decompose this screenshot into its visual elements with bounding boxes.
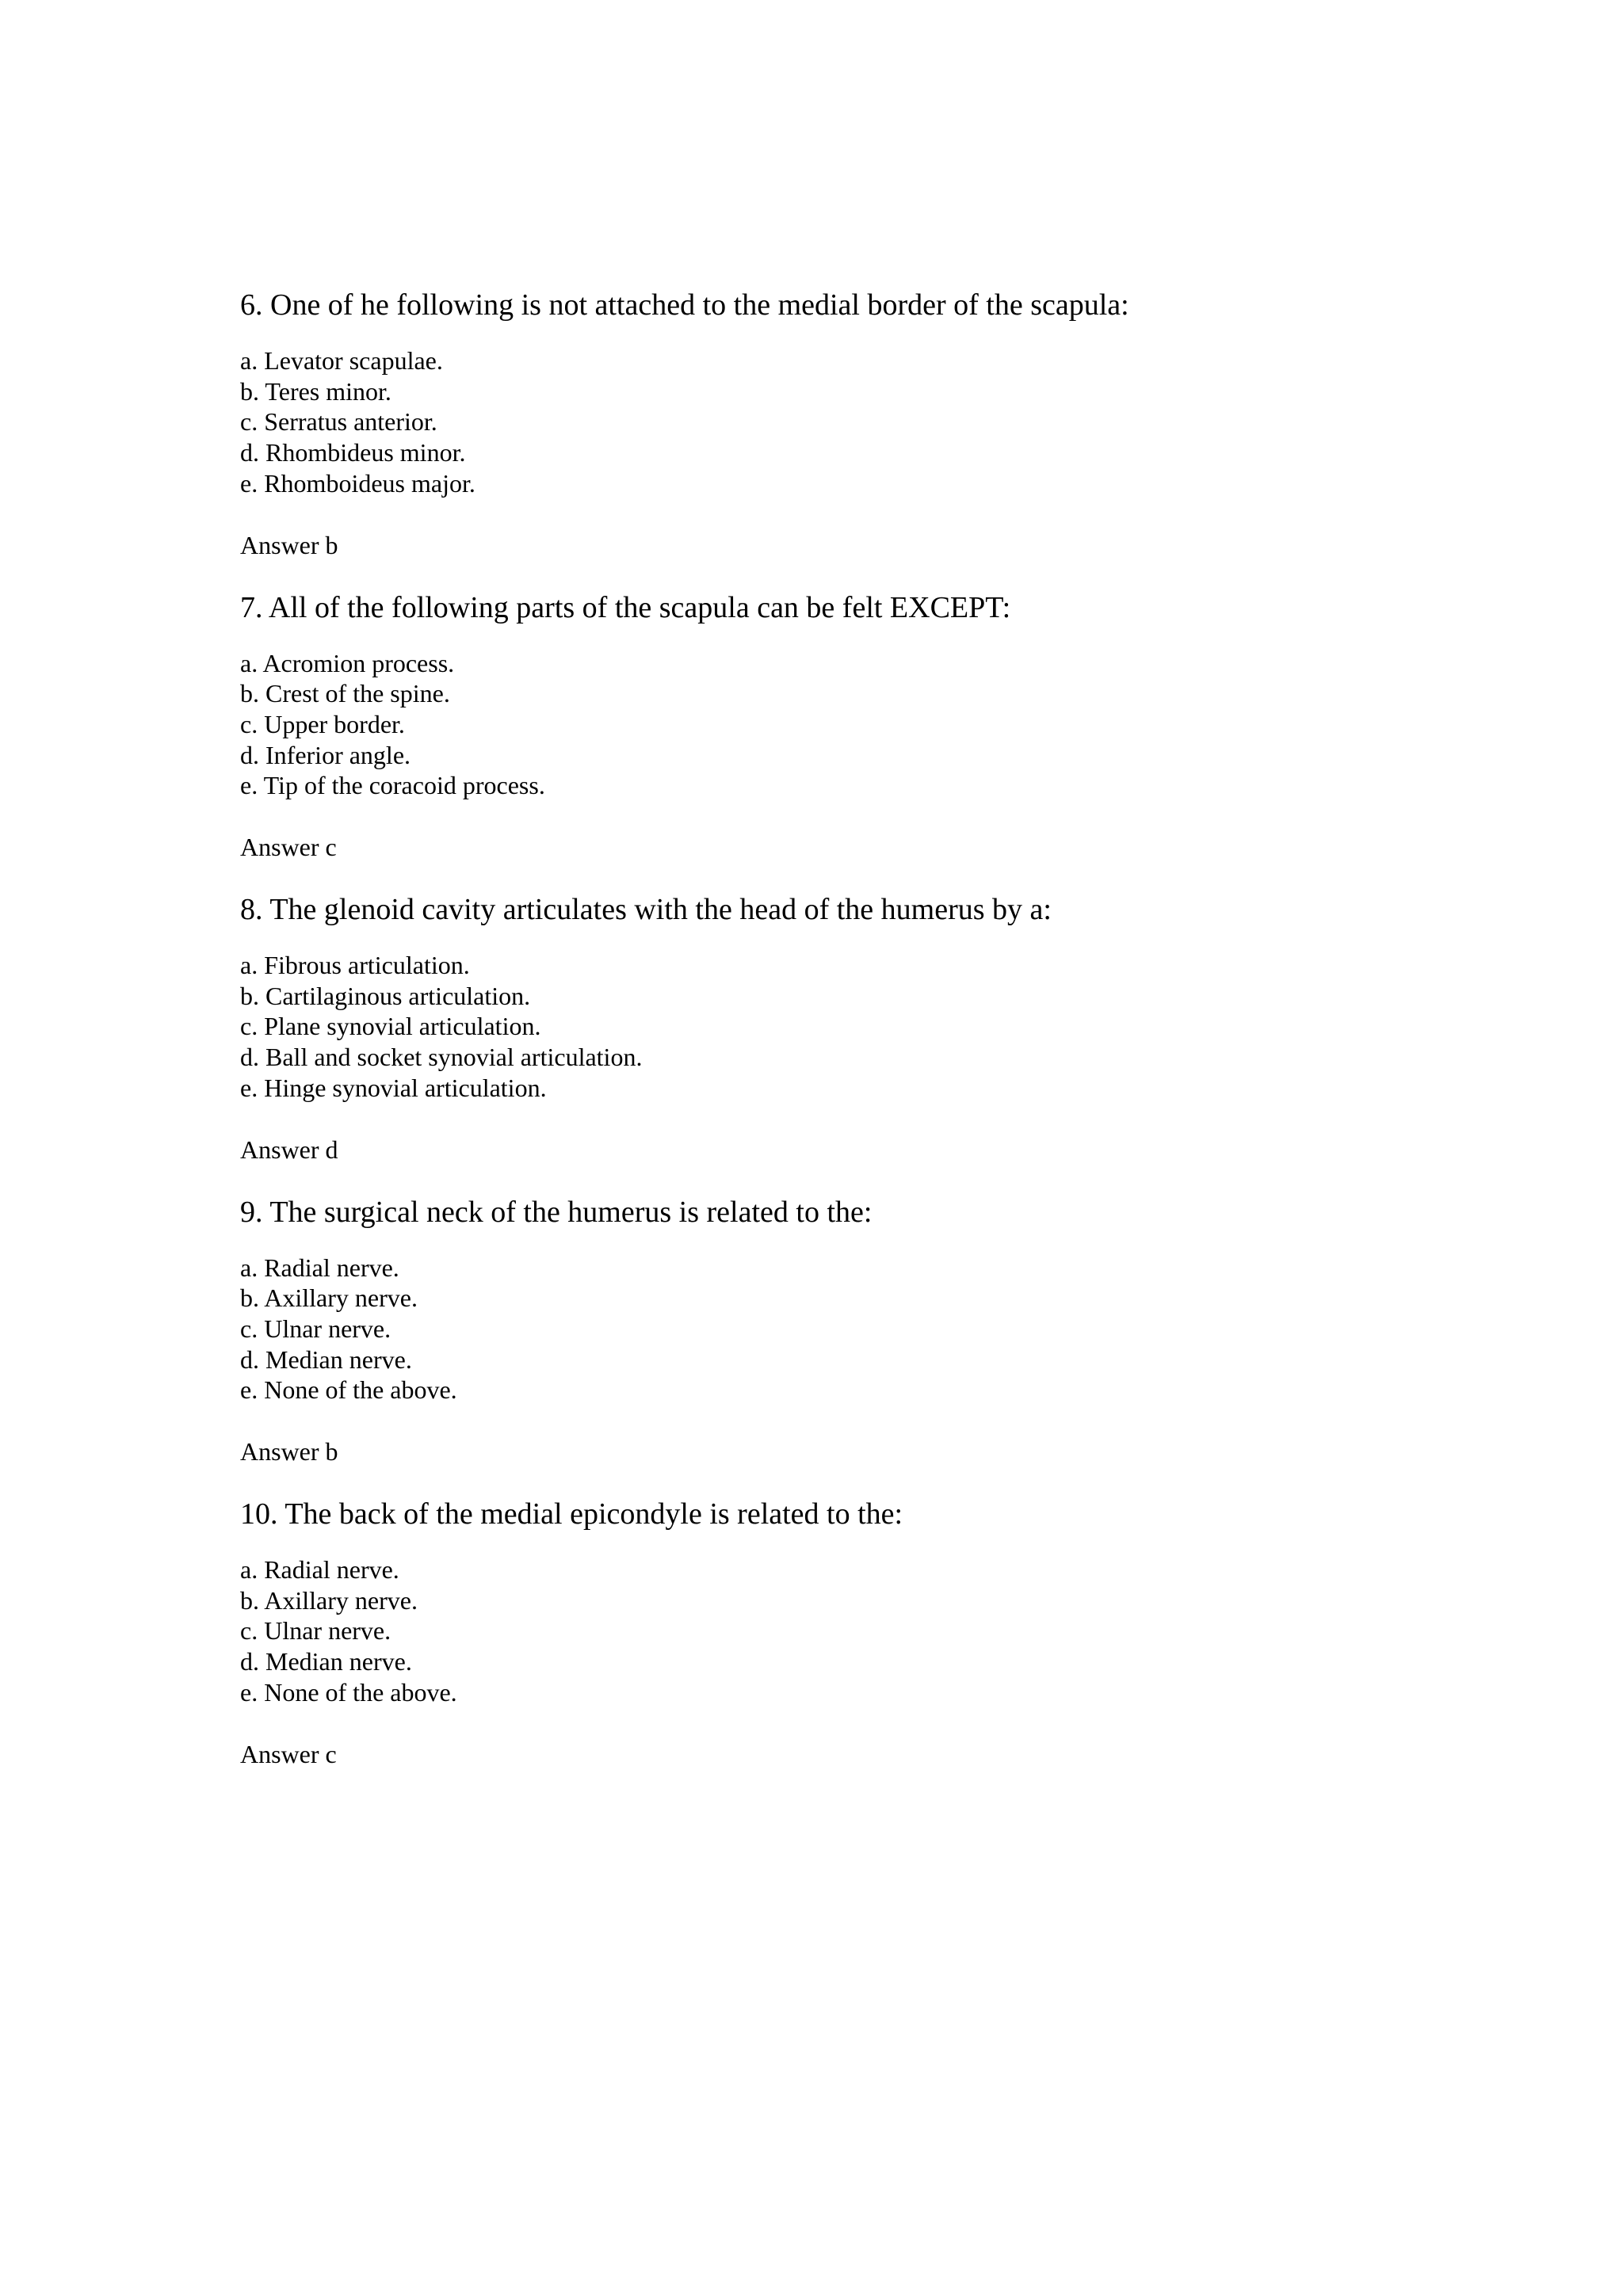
- option-c: c. Ulnar nerve.: [240, 1314, 391, 1343]
- answer-text: Answer b: [240, 1437, 338, 1466]
- option-a: a. Acromion process.: [240, 648, 455, 677]
- option-b: b. Crest of the spine.: [240, 679, 450, 708]
- question-text: 9. The surgical neck of the humerus is related to the:: [240, 1195, 873, 1229]
- question-9: [240, 1194, 1429, 1467]
- question-8: [240, 891, 1429, 1165]
- question-text: 6. One of he following is not attached to the medial border of the scapula:: [240, 288, 1129, 322]
- question-10: [240, 1496, 1429, 1769]
- option-list: [240, 1253, 1429, 1406]
- option-list: [240, 648, 1429, 802]
- option-d: d. Inferior angle.: [240, 740, 411, 769]
- option-list: [240, 1554, 1429, 1708]
- option-a: a. Fibrous articulation.: [240, 951, 470, 980]
- option-b: b. Teres minor.: [240, 376, 391, 406]
- answer-text: Answer b: [240, 530, 338, 559]
- option-d: d. Median nerve.: [240, 1344, 412, 1374]
- option-d: d. Rhombideus minor.: [240, 438, 466, 467]
- option-a: a. Levator scapulae.: [240, 346, 443, 375]
- option-b: b. Axillary nerve.: [240, 1283, 418, 1313]
- option-b: b. Cartilaginous articulation.: [240, 981, 531, 1010]
- question-6: [240, 287, 1429, 560]
- option-c: c. Ulnar nerve.: [240, 1616, 391, 1646]
- question-text: 7. All of the following parts of the scapula can be felt EXCEPT:: [240, 590, 1011, 624]
- answer-text: Answer c: [240, 833, 337, 862]
- option-a: a. Radial nerve.: [240, 1555, 399, 1585]
- option-a: a. Radial nerve.: [240, 1253, 399, 1282]
- question-7: [240, 589, 1429, 863]
- answer-text: Answer c: [240, 1739, 337, 1768]
- option-e: e. Tip of the coracoid process.: [240, 771, 545, 800]
- option-e: e. Hinge synovial articulation.: [240, 1073, 547, 1102]
- option-list: [240, 950, 1429, 1104]
- option-e: e. Rhomboideus major.: [240, 468, 475, 498]
- option-list: [240, 345, 1429, 499]
- answer-text: Answer d: [240, 1135, 338, 1164]
- option-c: c. Upper border.: [240, 709, 405, 738]
- option-b: b. Axillary nerve.: [240, 1585, 418, 1615]
- option-e: e. None of the above.: [240, 1677, 457, 1707]
- question-text: 10. The back of the medial epicondyle is related to the:: [240, 1497, 903, 1531]
- document-page: [240, 287, 1429, 1798]
- question-text: 8. The glenoid cavity articulates with the head of the humerus by a:: [240, 893, 1052, 927]
- option-c: c. Serratus anterior.: [240, 407, 437, 437]
- option-e: e. None of the above.: [240, 1375, 457, 1405]
- option-c: c. Plane synovial articulation.: [240, 1012, 541, 1041]
- option-d: d. Ball and socket synovial articulation.: [240, 1043, 643, 1072]
- option-d: d. Median nerve.: [240, 1647, 412, 1676]
